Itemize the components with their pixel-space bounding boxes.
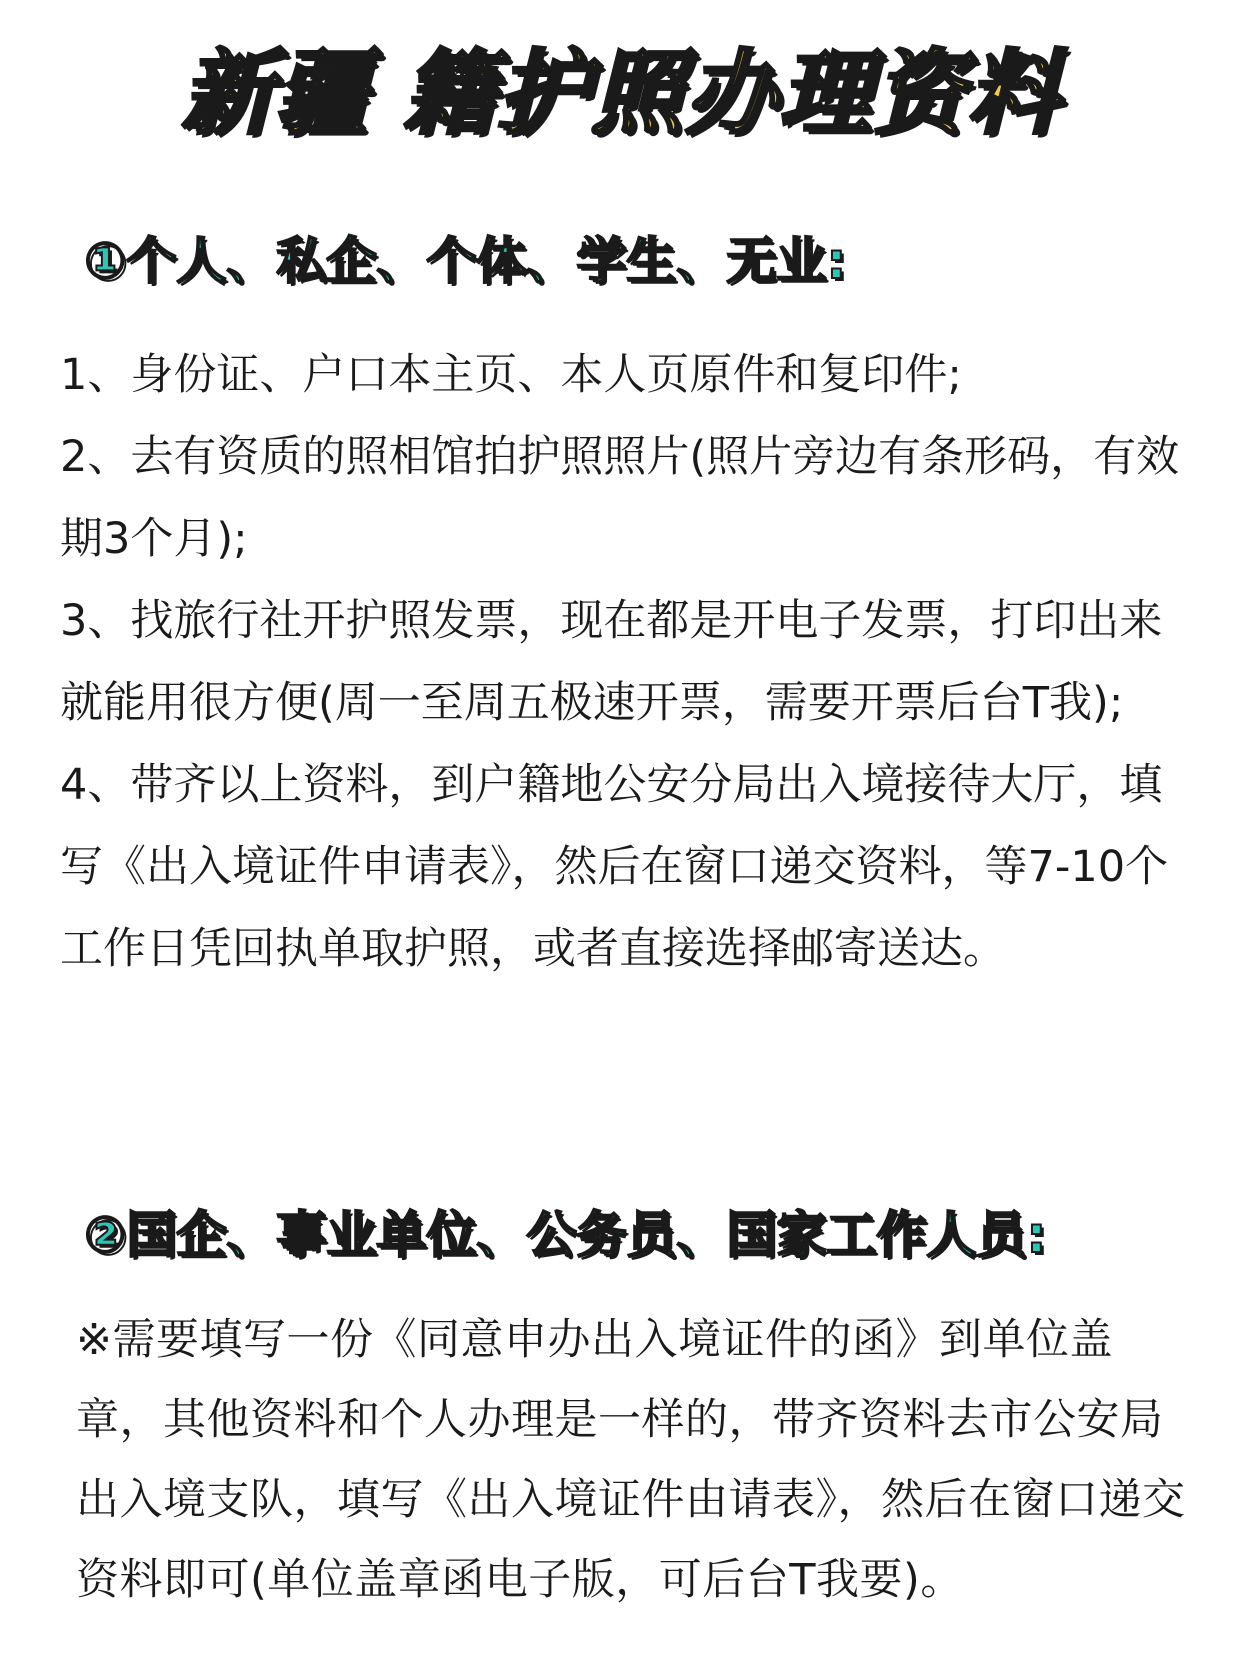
section-heading-state-employees: ②国企、事业单位、公务员、国家工作人员: [84,1206,1047,1264]
section-heading-individual: ①个人、私企、个体、学生、无业: [84,232,847,290]
individual-requirements-list [60,334,1180,990]
state-employee-note [76,1300,1186,1620]
list-item: 2、去有资质的照相馆拍护照照片(照片旁边有条形码，有效期3个月); [60,432,1180,564]
note-text: ※需要填写一份《同意申办出入境证件的函》到单位盖章，其他资料和个人办理是一样的，带齐资料去市公安局出入境支队，填写《出入境证件由请表》，然后在窗口递交资料即可(单位盖章函电子版，可后台T我要)。 [76,1315,1186,1605]
list-item: 1、身份证、户口本主页、本人页原件和复印件; [60,350,962,400]
page-title: 新疆 籍护照办理资料 [180,40,1062,147]
list-item: 3、找旅行社开护照发票，现在都是开电子发票，打印出来就能用很方便(周一至周五极速开票，需要开票后台T我); [60,596,1163,728]
list-item: 4、带齐以上资料，到户籍地公安分局出入境接待大厅，填写《出入境证件申请表》，然后在窗口递交资料，等7-10个工作日凭回执单取护照，或者直接选择邮寄送达。 [60,760,1169,974]
